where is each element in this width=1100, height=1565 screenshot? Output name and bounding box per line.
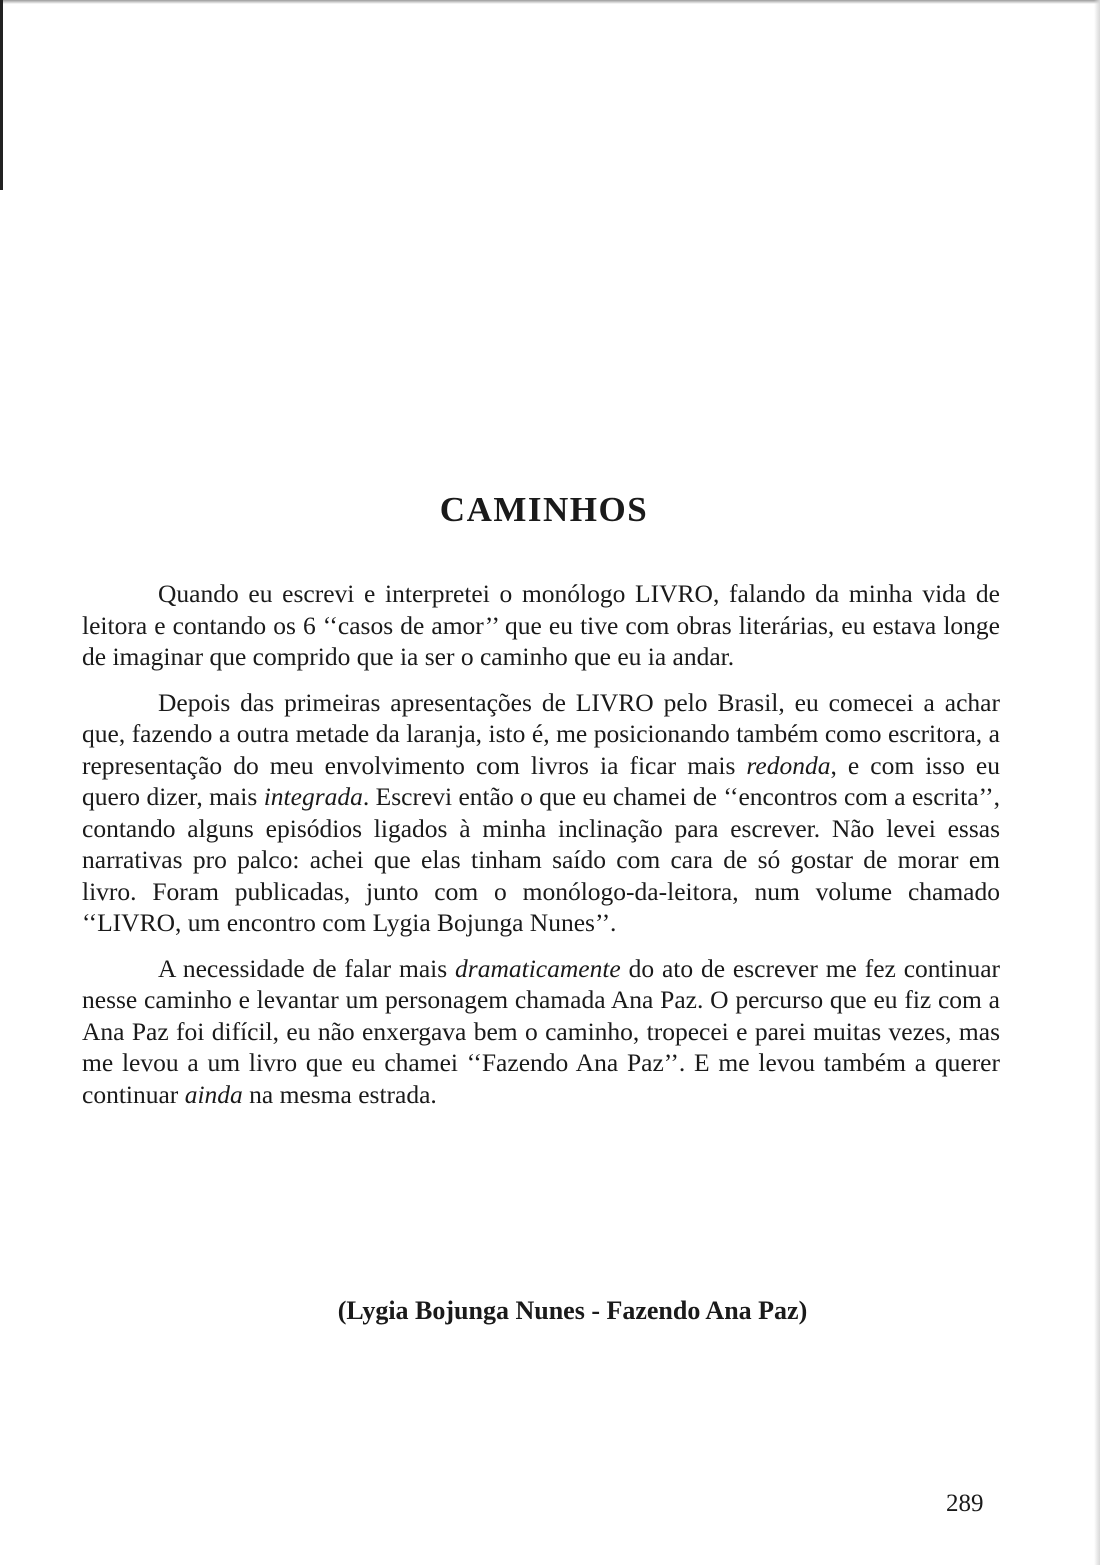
italic-word: redonda — [746, 750, 831, 780]
page-title: CAMINHOS — [439, 490, 649, 529]
scan-top-edge — [0, 0, 1100, 4]
paragraph-text: do ato de escrever me fez continuar nesse caminho e levantar um personagem chamada Ana Paz. O percurso que eu fiz com a Ana Paz foi difícil, eu não enxergava bem o caminho, tropecei e parei muitas vezes, mas me levou a um livro que eu chamei ‘‘Fazendo Ana Paz’’. E me levou também a querer continuar — [82, 953, 1001, 1109]
italic-word: dramaticamente — [455, 953, 621, 983]
paragraph — [82, 578, 1000, 673]
paragraph-text: . Escrevi então o que eu chamei de ‘‘encontros com a escrita’’, contando alguns episódios ligados à minha inclinação para escrever. Não levei essas narrativas pro palco: achei que elas tinham saído com cara de só gostar de morar em livro. Foram publicadas, junto com o monólogo-da-leitora, num volume chamado ‘‘LIVRO, um encontro com Lygia Bojunga Nunes’’. — [82, 782, 1000, 937]
paragraph-text: Quando eu escrevi e interpretei o monólogo LIVRO, falando da minha vida de leitora e contando os 6 ‘‘casos de amor’’ que eu tive com obras literárias, eu estava longe de imaginar que comprido que ia ser o caminho que eu ia andar. — [82, 579, 1000, 671]
body-text — [82, 578, 1000, 1124]
scan-right-shadow — [1094, 0, 1100, 1565]
italic-word: ainda — [184, 1079, 243, 1109]
italic-word: integrada — [263, 782, 363, 811]
paragraph-text: Depois das primeiras apresentações de LIVRO pelo Brasil, eu comecei a achar que, fazendo a outra metade da laranja, isto é, me posicionando também como escritora, a representação do meu envolvimento com livros ia ficar mais — [82, 687, 1000, 780]
page-number: 289 — [946, 1490, 984, 1517]
scan-left-edge — [0, 0, 3, 190]
paragraph-text: A necessidade de falar mais — [158, 953, 456, 983]
paragraph-text: , e com isso eu quero dizer, mais — [82, 750, 1000, 811]
citation: (Lygia Bojunga Nunes - Fazendo Ana Paz) — [337, 1296, 808, 1325]
paragraph-text: na mesma estrada. — [242, 1079, 437, 1109]
paragraph — [82, 953, 1000, 1111]
paragraph — [82, 687, 1000, 939]
